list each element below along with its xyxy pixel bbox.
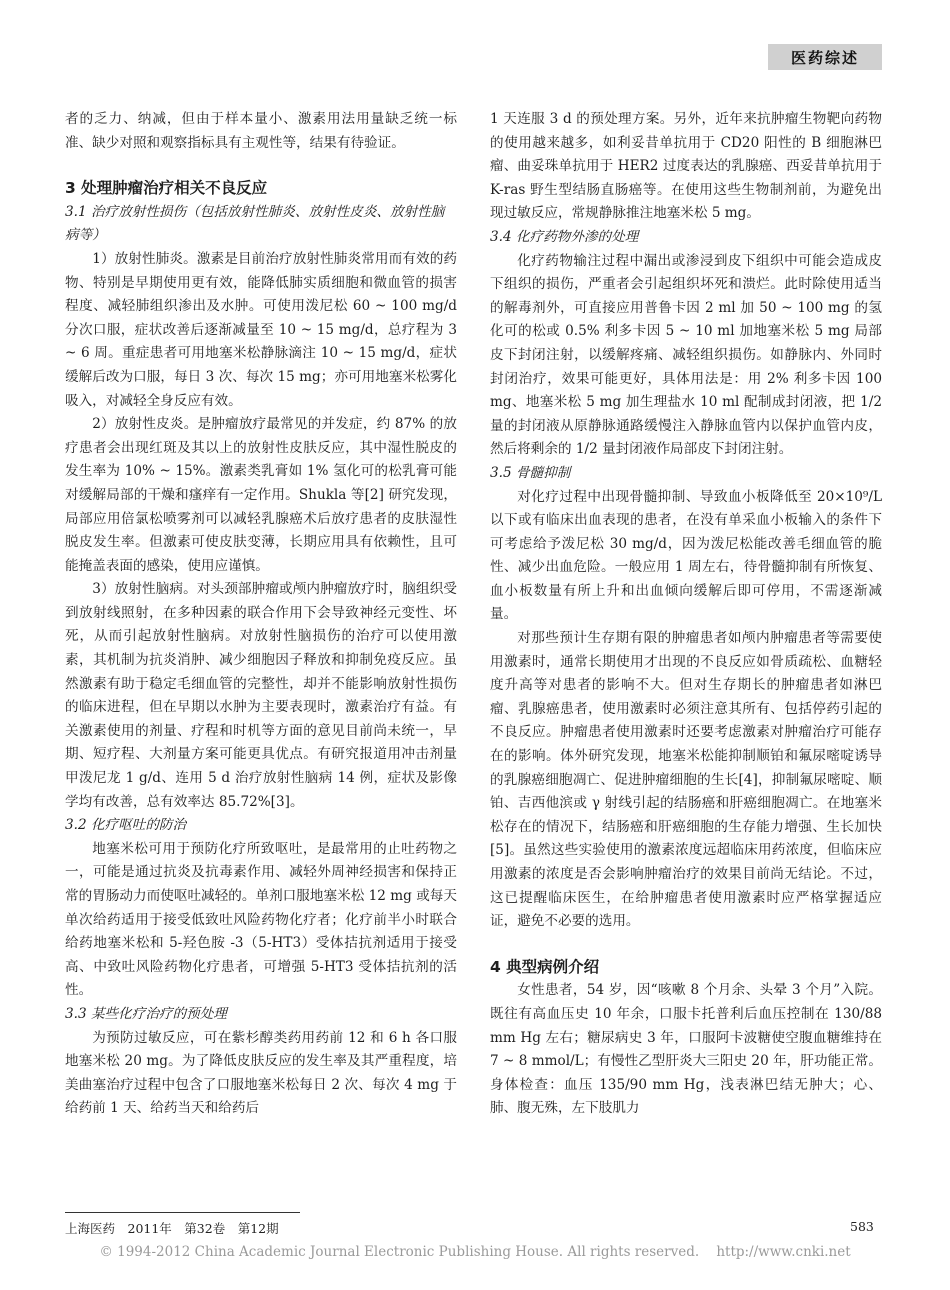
body-paragraph: 对那些预计生存期有限的肿瘤患者如颅内肿瘤患者等需要使用激素时，通常长期使用才出现的不良反应如骨质疏松、血糖轻度升高等对患者的影响不大。但对生存期长的肿瘤患者如淋巴瘤、乳腺癌患者，使用激素时必须注意其所有、包括停药引起的不良反应。肿瘤患者使用激素时还要考虑激素对肿瘤治疗可能存在的影响。体外研究发现，地塞米松能抑制顺铂和氟尿嘧啶诱导的乳腺癌细胞凋亡、促进肿瘤细胞的生长[4]，抑制氟尿嘧啶、顺铂、吉西他滨或 γ 射线引起的结肠癌和肝癌细胞凋亡。在地塞米松存在的情况下，结肠癌和肝癌细胞的生存能力增强、生长加快[5]。虽然这些实验使用的激素浓度远超临床用药浓度，但临床应用激素的浓度是否会影响肿瘤治疗的效果目前尚无结论。不过，这已提醒临床医生，在给肿瘤患者使用激素时应严格掌握适应证，避免不必要的选用。 [490, 630, 882, 930]
subsection-heading: 3.3 某些化疗治疗的预处理 [65, 1005, 227, 1022]
left-column [65, 108, 457, 1121]
body-paragraph: 1）放射性肺炎。激素是目前治疗放射性肺炎常用而有效的药物、特别是早期使用更有效，能降低肺实质细胞和微血管的损害程度、减轻肺组织渗出及水肿。可使用泼尼松 60 ~ 100 mg/d 分次口服，症状改善后逐渐减量至 10 ~ 15 mg/d，总疗程为 3 ~ 6 周。重症患者可用地塞米松静脉滴注 10 ~ 15 mg/d，症状缓解后改为口服，每日 3 次、每次 15 mg；亦可用地塞米松雾化吸入，对减轻全身反应有效。 [65, 250, 457, 409]
copyright-notice: © 1994-2012 China Academic Journal Electronic Publishing House. All rights reserved. http://www.cnki.net [99, 1244, 851, 1260]
subsection-heading: 3.4 化疗药物外渗的处理 [490, 228, 639, 245]
body-paragraph: 地塞米松可用于预防化疗所致呕吐，是最常用的止吐药物之一，可能是通过抗炎及抗毒素作用、减轻外周神经损害和保持正常的胃肠动力而使呕吐减轻的。单剂口服地塞米松 12 mg 或每天单次给药适用于接受低致吐风险药物化疗者；化疗前半小时联合给药地塞米松和 5-羟色胺 -3（5-HT3）受体拮抗剂适用于接受高、中致吐风险药物化疗患者，可增强 5-HT3 受体拮抗剂的活性。 [65, 840, 457, 999]
page-number: 583 [850, 1219, 874, 1234]
subsection-heading: 3.2 化疗呕吐的防治 [65, 817, 187, 834]
body-paragraph: 2）放射性皮炎。是肿瘤放疗最常见的并发症，约 87% 的放疗患者会出现红斑及其以上的放射性皮肤反应，其中湿性脱皮的发生率为 10% ~ 15%。激素类乳膏如 1% 氢化可的松乳膏可能对缓解局部的干燥和瘙痒有一定作用。Shukla 等[2] 研究发现，局部应用倍氯松喷雾剂可以减轻乳腺癌术后放疗患者的皮肤湿性脱皮发生率。但激素可使皮肤变薄，长期应用具有依赖性，且可能掩盖表面的感染，使用应谨慎。 [65, 416, 457, 574]
body-paragraph: 化疗药物输注过程中漏出或渗浸到皮下组织中可能会造成皮下组织的损伤，严重者会引起组织坏死和溃烂。此时除使用适当的解毒剂外，可直接应用普鲁卡因 2 ml 加 50 ~ 100 mg 的氢化可的松或 0.5% 利多卡因 5 ~ 10 ml 加地塞米松 5 mg 局部皮下封闭注射，以缓解疼痛、减轻组织损伤。如静脉内、外同时封闭治疗，效果可能更好，具体用法是：用 2% 利多卡因 100 mg、地塞米松 5 mg 加生理盐水 10 ml 配制成封闭液，把 1/2 量的封闭液从原静脉通路缓慢注入静脉血管内以保护血管内皮，然后将剩余的 1/2 量封闭液作局部皮下封闭注射。 [490, 252, 882, 458]
body-paragraph: 对化疗过程中出现骨髓抑制、导致血小板降低至 20×10⁹/L 以下或有临床出血表现的患者，在没有单采血小板输入的条件下可考虑给予泼尼松 30 mg/d，因为泼尼松能改善毛细血管的脆性、减少出血危险。一般应用 1 周左右，待骨髓抑制有所恢复、血小板数量有所上升和出血倾向缓解后即可停用，不需逐渐减量。 [490, 488, 882, 623]
section-tag: 医药综述 [768, 44, 882, 70]
subsection-heading: 3.1 治疗放射性损伤（包括放射性肺炎、放射性皮炎、放射性脑病等） [65, 203, 445, 244]
section-spacer [65, 155, 457, 177]
footer-divider [65, 1212, 300, 1213]
body-paragraph: 为预防过敏反应，可在紫杉醇类药用药前 12 和 6 h 各口服地塞米松 20 mg。为了降低皮肤反应的发生率及其严重程度，培美曲塞治疗过程中包含了口服地塞米松每日 2 次、每次 4 mg 于给药前 1 天、给药当天和给药后 [65, 1029, 457, 1117]
body-paragraph: 女性患者，54 岁，因“咳嗽 8 个月余、头晕 3 个月”入院。既往有高血压史 10 年余，口服卡托普利后血压控制在 130/88 mm Hg 左右；糖尿病史 3 年，口服阿卡波糖使空腹血糖维持在 7 ~ 8 mmol/L；有慢性乙型肝炎大三阳史 20 年，肝功能正常。身体检查：血压 135/90 mm Hg，浅表淋巴结无肿大；心、肺、腹无殊，左下肢肌力 [490, 982, 882, 1117]
section-heading: 3 处理肿瘤治疗相关不良反应 [65, 179, 268, 198]
body-paragraph: 1 天连服 3 d 的预处理方案。另外，近年来抗肿瘤生物靶向药物的使用越来越多，如利妥昔单抗用于 CD20 阳性的 B 细胞淋巴瘤、曲妥珠单抗用于 HER2 过度表达的乳腺癌、西妥昔单抗用于 K-ras 野生型结肠直肠癌等。在使用这些生物制剂前，为避免出现过敏反应，常规静脉推注地塞米松 5 mg。 [490, 111, 882, 222]
subsection-heading: 3.5 骨髓抑制 [490, 464, 571, 481]
journal-info: 上海医药 2011年 第32卷 第12期 [65, 1221, 279, 1236]
section-heading: 4 典型病例介绍 [490, 957, 600, 976]
section-spacer [490, 934, 882, 956]
body-paragraph: 者的乏力、纳减，但由于样本量小、激素用法用量缺乏统一标准、缺少对照和观察指标具有主观性等，结果有待验证。 [65, 111, 457, 151]
right-column [490, 108, 882, 1121]
body-paragraph: 3）放射性脑病。对头颈部肿瘤或颅内肿瘤放疗时，脑组织受到放射线照射，在多种因素的联合作用下会导致神经元变性、坏死，从而引起放射性脑病。对放射性脑损伤的治疗可以使用激素，其机制为抗炎消肿、减少细胞因子释放和抑制免疫反应。虽然激素有助于稳定毛细血管的完整性，却并不能影响放射性损伤的临床进程，但在早期以水肿为主要表现时，激素治疗有益。有关激素使用的剂量、疗程和时机等方面的意见目前尚未统一，早期、短疗程、大剂量方案可能更具优点。有研究报道用冲击剂量甲泼尼龙 1 g/d、连用 5 d 治疗放射性脑病 14 例，症状及影像学均有改善，总有效率达 85.72%[3]。 [65, 581, 457, 810]
